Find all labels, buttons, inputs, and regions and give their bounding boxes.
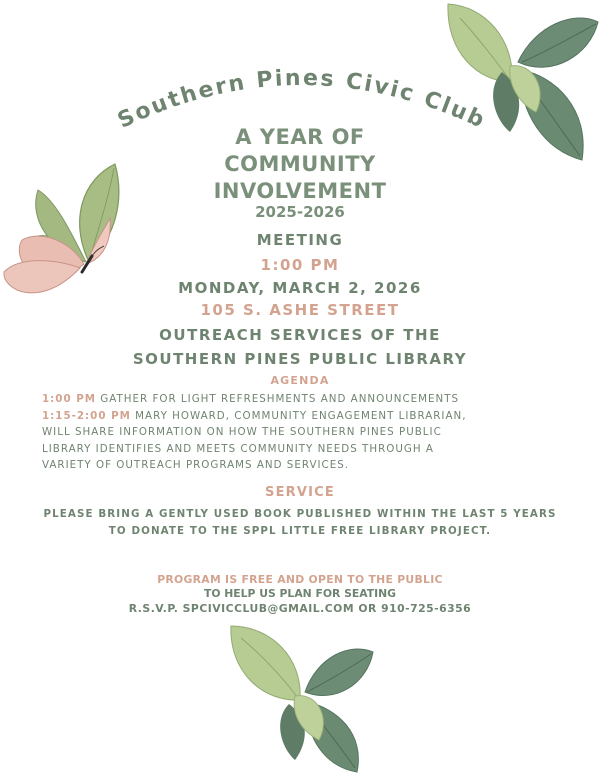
agenda-list <box>42 391 582 474</box>
agenda-item-2-line-4: VARIETY OF OUTREACH PROGRAMS AND SERVICES. <box>42 459 350 471</box>
seating-note: TO HELP US PLAN FOR SEATING <box>203 587 397 600</box>
theme-line-1: A YEAR OF <box>235 125 365 149</box>
agenda-item-2-line-3: LIBRARY IDENTIFIES AND MEETS COMMUNITY NEEDS THROUGH A <box>42 442 434 455</box>
rsvp-contact: R.S.V.P. SPCIVICCLUB@GMAIL.COM OR 910-725-6356 <box>128 602 472 615</box>
leaf-cluster-bottom-icon <box>225 622 375 774</box>
theme-line-3: INVOLVEMENT <box>213 179 387 203</box>
agenda-item-2-text: MARY HOWARD, COMMUNITY ENGAGEMENT LIBRARIAN, <box>135 409 467 422</box>
service-body <box>0 506 600 540</box>
service-line-1: PLEASE BRING A GENTLY USED BOOK PUBLISHED WITHIN THE LAST 5 YEARS <box>43 508 557 520</box>
meeting-topic <box>0 323 600 371</box>
theme-title <box>0 124 600 205</box>
topic-line-1: OUTREACH SERVICES OF THE <box>159 326 441 344</box>
service-line-2: TO DONATE TO THE SPPL LITTLE FREE LIBRARY PROJECT. <box>108 525 492 537</box>
topic-line-2: SOUTHERN PINES PUBLIC LIBRARY <box>132 350 468 368</box>
agenda-title: AGENDA <box>270 374 330 387</box>
service-title: SERVICE <box>265 485 335 500</box>
agenda-item-2-line-2: WILL SHARE INFORMATION ON HOW THE SOUTHERN PINES PUBLIC <box>42 426 442 438</box>
theme-line-2: COMMUNITY <box>224 152 376 176</box>
club-years: 2025-2026 <box>255 203 345 221</box>
meeting-label: MEETING <box>256 231 344 249</box>
meeting-date: MONDAY, MARCH 2, 2026 <box>178 279 422 297</box>
program-note: PROGRAM IS FREE AND OPEN TO THE PUBLIC <box>157 573 443 586</box>
meeting-time: 1:00 PM <box>260 256 340 274</box>
meeting-address: 105 S. ASHE STREET <box>200 301 400 319</box>
agenda-item-1 <box>42 391 582 408</box>
agenda-item-1-text: GATHER FOR LIGHT REFRESHMENTS AND ANNOUNCEMENTS <box>100 393 460 405</box>
agenda-item-2-time: 1:15-2:00 PM <box>42 409 131 422</box>
club-name: Southern Pines Civic Club <box>113 65 490 134</box>
agenda-item-2 <box>42 408 582 425</box>
agenda-item-1-time: 1:00 PM <box>42 393 96 405</box>
